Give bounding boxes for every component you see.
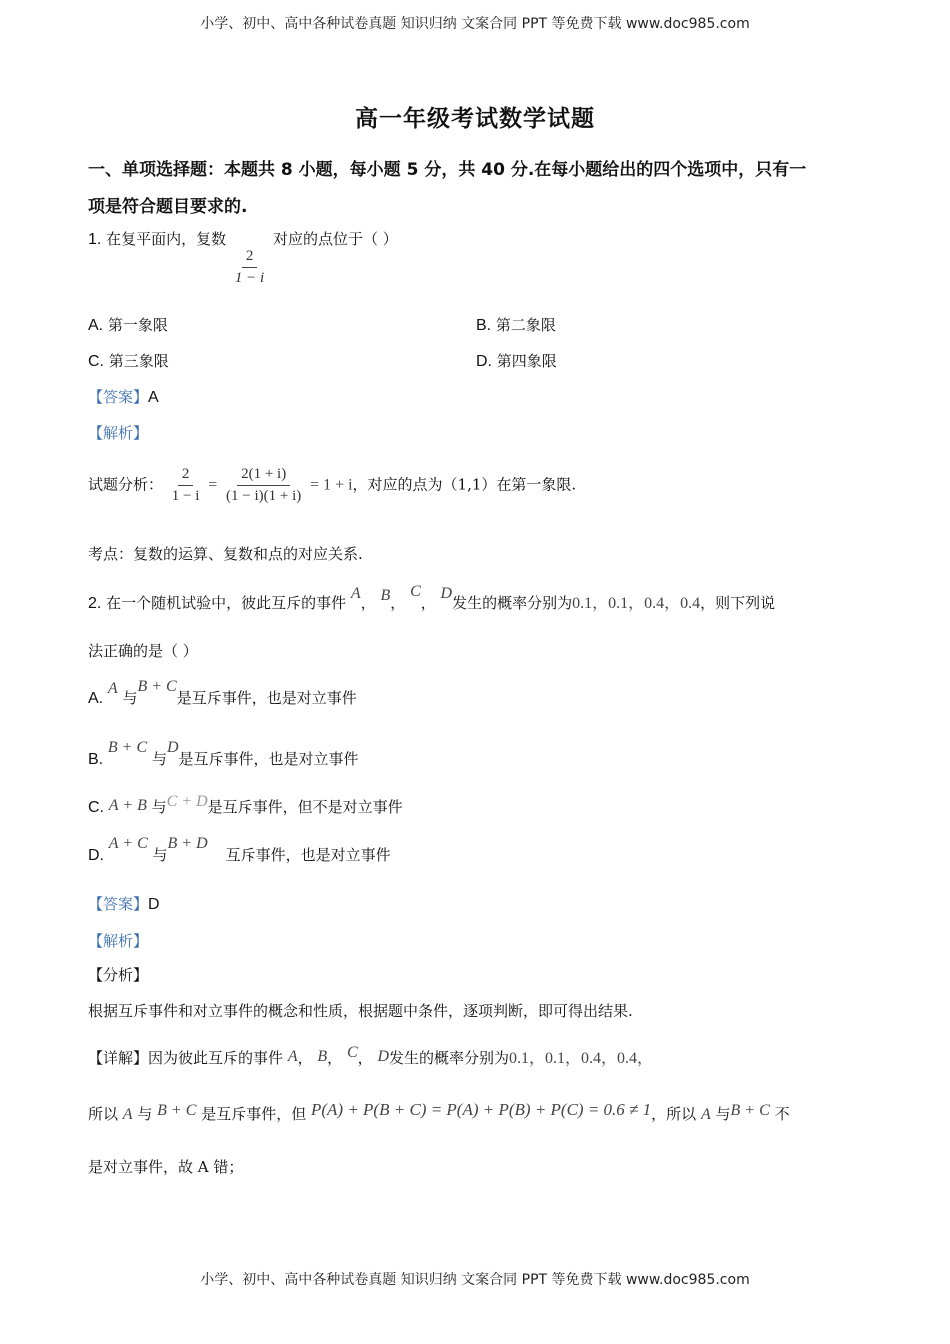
comma: ， — [297, 1049, 313, 1067]
q2-fenxi: 根据互斥事件和对立事件的概念和性质，根据题中条件，逐项判断，即可得出结果. — [88, 1002, 633, 1020]
option-yu: 与 — [151, 750, 167, 768]
comma: ， — [360, 594, 376, 612]
q1-option-b — [476, 314, 556, 335]
option-text: 第三象限 — [108, 352, 169, 370]
option-letter: B. — [476, 317, 492, 334]
math-bc: B + C — [730, 1102, 770, 1119]
event-d: D — [440, 585, 453, 602]
q2-option-c — [88, 793, 403, 817]
question-text: 发生的概率分别为 — [452, 594, 573, 612]
option-math: C + D — [166, 793, 208, 810]
q1-option-c — [88, 350, 169, 371]
option-math: A + C — [108, 835, 148, 852]
answer-tag: 【答案】 — [88, 895, 149, 913]
answer-value: D — [148, 896, 160, 913]
q1-option-d — [476, 350, 557, 371]
q2-xiangjie — [88, 1045, 653, 1068]
option-text: 是互斥事件，也是对立事件 — [176, 689, 357, 707]
option-math: B + C — [107, 739, 148, 756]
option-text: 第一象限 — [107, 316, 168, 334]
q2-option-a — [88, 678, 357, 708]
text: ，所以 — [651, 1105, 697, 1123]
q2-last-line: 是对立事件，故 A 错； — [88, 1158, 244, 1176]
option-letter: D. — [88, 847, 104, 864]
q1-kaodian: 考点：复数的运算、复数和点的对应关系. — [88, 545, 363, 563]
q2-xiangjie-line2 — [88, 1100, 790, 1124]
xiangjie-tag: 【详解】 — [88, 1049, 149, 1067]
event-c: C — [346, 1044, 358, 1061]
question-2-line2: 法正确的是（ ） — [88, 642, 198, 660]
fraction-numerator: 2 — [178, 466, 194, 486]
comma: ， — [327, 1049, 343, 1067]
text: 不 — [774, 1105, 790, 1123]
fraction — [168, 466, 204, 505]
fraction-numerator: 2 — [242, 248, 258, 268]
xiangjie-text: 因为彼此互斥的事件 — [148, 1049, 284, 1067]
event-a: A — [350, 585, 361, 602]
answer-tag: 【答案】 — [88, 388, 149, 406]
answer-value: A — [148, 389, 159, 406]
option-yu: 与 — [152, 846, 168, 864]
text: 与 — [715, 1105, 731, 1123]
option-letter: A. — [88, 317, 104, 334]
page-footer: 小学、初中、高中各种试卷真题 知识归纳 文案合同 PPT 等免费下载 www.doc985.com — [200, 1272, 750, 1288]
page-header: 小学、初中、高中各种试卷真题 知识归纳 文案合同 PPT 等免费下载 www.doc985.com — [200, 16, 750, 32]
question-number: 2. — [88, 595, 102, 612]
fraction-denominator: 1 − i — [171, 488, 200, 504]
option-math: B + D — [167, 835, 208, 852]
q1-answer — [88, 386, 159, 407]
comma: ， — [357, 1049, 373, 1067]
text: 是互斥事件，但 — [201, 1105, 307, 1123]
option-yu: 与 — [122, 689, 138, 707]
q2-option-d — [88, 835, 391, 865]
page-title: 高一年级考试数学试题 — [355, 106, 595, 132]
probabilities: 0.1，0.1，0.4，0.4， — [509, 1050, 654, 1067]
probability-formula: P(A) + P(B + C) = P(A) + P(B) + P(C) = 0.6 ≠ 1 — [310, 1100, 652, 1119]
event-d: D — [377, 1048, 389, 1065]
question-1 — [88, 228, 398, 298]
question-text-tail: 对应的点位于（ ） — [273, 230, 398, 248]
analysis-label: 试题分析： — [88, 475, 164, 494]
option-math: D — [166, 739, 179, 756]
q2-analysis-tag: 【解析】 — [88, 932, 149, 950]
event-b: B — [380, 587, 391, 604]
option-text: 是互斥事件，也是对立事件 — [178, 750, 359, 768]
q1-analysis — [88, 466, 576, 505]
question-text: ，则下列说 — [700, 594, 776, 612]
fraction-numerator: 2(1 + i) — [237, 466, 290, 486]
analysis-tail: ，对应的点为（1,1）在第一象限. — [352, 475, 577, 494]
q1-option-a — [88, 314, 168, 335]
fraction — [222, 466, 305, 505]
question-number: 1. — [88, 231, 102, 248]
option-letter: C. — [88, 353, 104, 370]
comma: ， — [390, 594, 406, 612]
option-math: A + B — [108, 797, 147, 814]
option-letter: D. — [476, 353, 492, 370]
question-text: 在复平面内，复数 — [106, 230, 227, 248]
option-text: 第四象限 — [496, 352, 557, 370]
event-a: A — [122, 1106, 133, 1123]
option-yu: 与 — [151, 798, 167, 816]
probabilities: 0.1，0.1，0.4，0.4 — [572, 595, 701, 612]
xiangjie-text: 发生的概率分别为 — [389, 1049, 510, 1067]
fraction-denominator: 1 − i — [234, 270, 265, 286]
option-letter: B. — [88, 751, 104, 768]
event-c: C — [410, 583, 421, 600]
q2-fenxi-tag: 【分析】 — [88, 966, 149, 984]
section-heading-line2: 项是符合题目要求的. — [88, 197, 248, 217]
option-math: A — [107, 680, 118, 697]
event-b: B — [317, 1048, 328, 1065]
text: 所以 — [88, 1105, 119, 1123]
option-letter: A. — [88, 690, 104, 707]
fraction — [231, 248, 268, 287]
equation-result: = 1 + i — [310, 476, 353, 494]
q2-answer — [88, 893, 160, 914]
question-2-line1 — [88, 583, 776, 613]
comma: ， — [420, 594, 436, 612]
equals-sign: = — [208, 476, 218, 494]
q2-option-b — [88, 739, 359, 769]
text: 与 — [137, 1105, 153, 1123]
event-a: A — [700, 1106, 711, 1123]
question-text: 在一个随机试验中，彼此互斥的事件 — [106, 594, 347, 612]
section-heading-line1: 一、单项选择题：本题共 8 小题，每小题 5 分，共 40 分.在每小题给出的四个选项中，只有一 — [88, 160, 807, 180]
fraction-denominator: (1 − i)(1 + i) — [226, 488, 302, 504]
option-text: 第二象限 — [495, 316, 556, 334]
option-text: 是互斥事件，但不是对立事件 — [207, 798, 403, 816]
event-a: A — [287, 1048, 298, 1065]
option-math: B + C — [137, 678, 177, 695]
math-bc: B + C — [157, 1102, 197, 1119]
option-letter: C. — [88, 799, 104, 816]
option-text: 互斥事件，也是对立事件 — [225, 846, 391, 864]
q1-analysis-tag: 【解析】 — [88, 424, 149, 442]
